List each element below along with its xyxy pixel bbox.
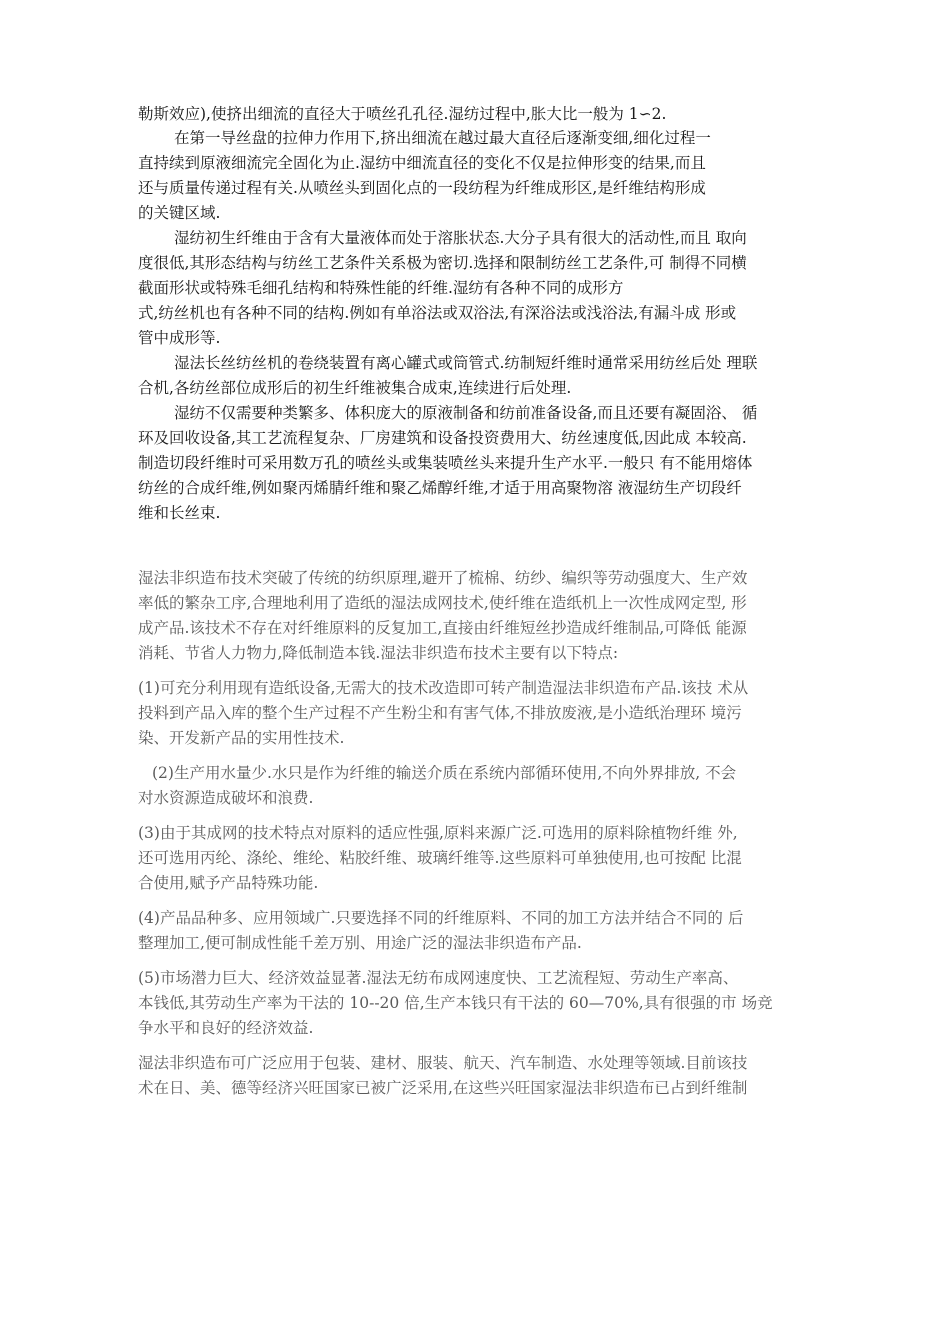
text-line: 湿纺不仅需要种类繁多、体积庞大的原液制备和纺前准备设备,而且还要有凝固浴、 循 [174,404,758,422]
text-line: 成产品.该技术不存在对纤维原料的反复加工,直接由纤维短丝抄造成纤维制品,可降低 能源 [138,619,747,637]
text-line: (4)产品品种多、应用领域广.只要选择不同的纤维原料、不同的加工方法并结合不同的 后 [138,909,744,927]
text-line: 合使用,赋予产品特殊功能. [138,874,319,892]
text-line: 截面形状或特殊毛细孔结构和特殊性能的纤维.湿纺有各种不同的成形方 [138,279,624,297]
text-line: 染、开发新产品的实用性技术. [138,729,345,747]
text-line: 的关键区域. [138,204,221,222]
text-line: 勒斯效应),使挤出细流的直径大于喷丝孔孔径.湿纺过程中,胀大比一般为 1∽2. [138,105,667,123]
text-line: 对水资源造成破坏和浪费. [138,789,314,807]
text-line: 投料到产品入库的整个生产过程不产生粉尘和有害气体,不排放废液,是小造纸治理环 境污 [138,704,742,722]
text-line: 合机,各纺丝部位成形后的初生纤维被集合成束,连续进行后处理. [138,379,572,397]
text-line: 率低的繁杂工序,合理地利用了造纸的湿法成网技术,使纤维在造纸机上一次性成网定型, 形 [138,594,747,612]
text-line: 纺丝的合成纤维,例如聚丙烯腈纤维和聚乙烯醇纤维,才适于用高聚物溶 液湿纺生产切段纤 [138,479,742,497]
text-line: 环及回收设备,其工艺流程复杂、厂房建筑和设备投资费用大、纺丝速度低,因此成 本较高. [138,429,747,447]
text-line: 直持续到原液细流完全固化为止.湿纺中细流直径的变化不仅是拉伸形变的结果,而且 [138,154,706,172]
text-line: 度很低,其形态结构与纺丝工艺条件关系极为密切.选择和限制纺丝工艺条件,可 制得不同横 [138,254,747,272]
text-line: 术在日、美、德等经济兴旺国家已被广泛采用,在这些兴旺国家湿法非织造布已占到纤维制 [138,1079,748,1097]
text-line: 维和长丝束. [138,504,221,522]
text-line: (1)可充分利用现有造纸设备,无需大的技术改造即可转产制造湿法非织造布产品.该技 术从 [138,679,749,697]
text-line: 湿纺初生纤维由于含有大量液体而处于溶胀状态.大分子具有很大的活动性,而且 取向 [174,229,747,247]
text-line: (3)由于其成网的技术特点对原料的适应性强,原料来源广泛.可选用的原料除植物纤维 外, [138,824,738,842]
text-line: 湿法非织造布可广泛应用于包装、建材、服装、航天、汽车制造、水处理等领域.目前该技 [138,1054,748,1072]
text-line: 整理加工,便可制成性能千差万别、用途广泛的湿法非织造布产品. [138,934,582,952]
text-line: 本钱低,其劳动生产率为干法的 10--20 倍,生产本钱只有干法的 60—70%,具有很强的市 场竞 [138,994,773,1012]
text-line: 消耗、节省人力物力,降低制造本钱.湿法非织造布技术主要有以下特点: [138,644,619,662]
text-line: 还可选用丙纶、涤纶、维纶、粘胶纤维、玻璃纤维等.这些原料可单独使用,也可按配 比混 [138,849,742,867]
text-line: 管中成形等. [138,329,221,347]
text-line: 湿法长丝纺丝机的卷绕装置有离心罐式或筒管式.纺制短纤维时通常采用纺丝后处 理联 [174,354,758,372]
text-line: 在第一导丝盘的拉伸力作用下,挤出细流在越过最大直径后逐渐变细,细化过程一 [174,129,711,147]
text-line: (2)生产用水量少.水只是作为纤维的输送介质在系统内部循环使用,不向外界排放, 不会 [152,764,737,782]
text-line: (5)市场潜力巨大、经济效益显著.湿法无纺布成网速度快、工艺流程短、劳动生产率高、 [138,969,739,987]
text-line: 湿法非织造布技术突破了传统的纺织原理,避开了梳棉、纺纱、编织等劳动强度大、生产效 [138,569,748,587]
text-line: 还与质量传递过程有关.从喷丝头到固化点的一段纺程为纤维成形区,是纤维结构形成 [138,179,706,197]
text-line: 式,纺丝机也有各种不同的结构.例如有单浴法或双浴法,有深浴法或浅浴法,有漏斗成 形或 [138,304,737,322]
text-line: 制造切段纤维时可采用数万孔的喷丝头或集装喷丝头来提升生产水平.一般只 有不能用熔体 [138,454,753,472]
text-line: 争水平和良好的经济效益. [138,1019,314,1037]
